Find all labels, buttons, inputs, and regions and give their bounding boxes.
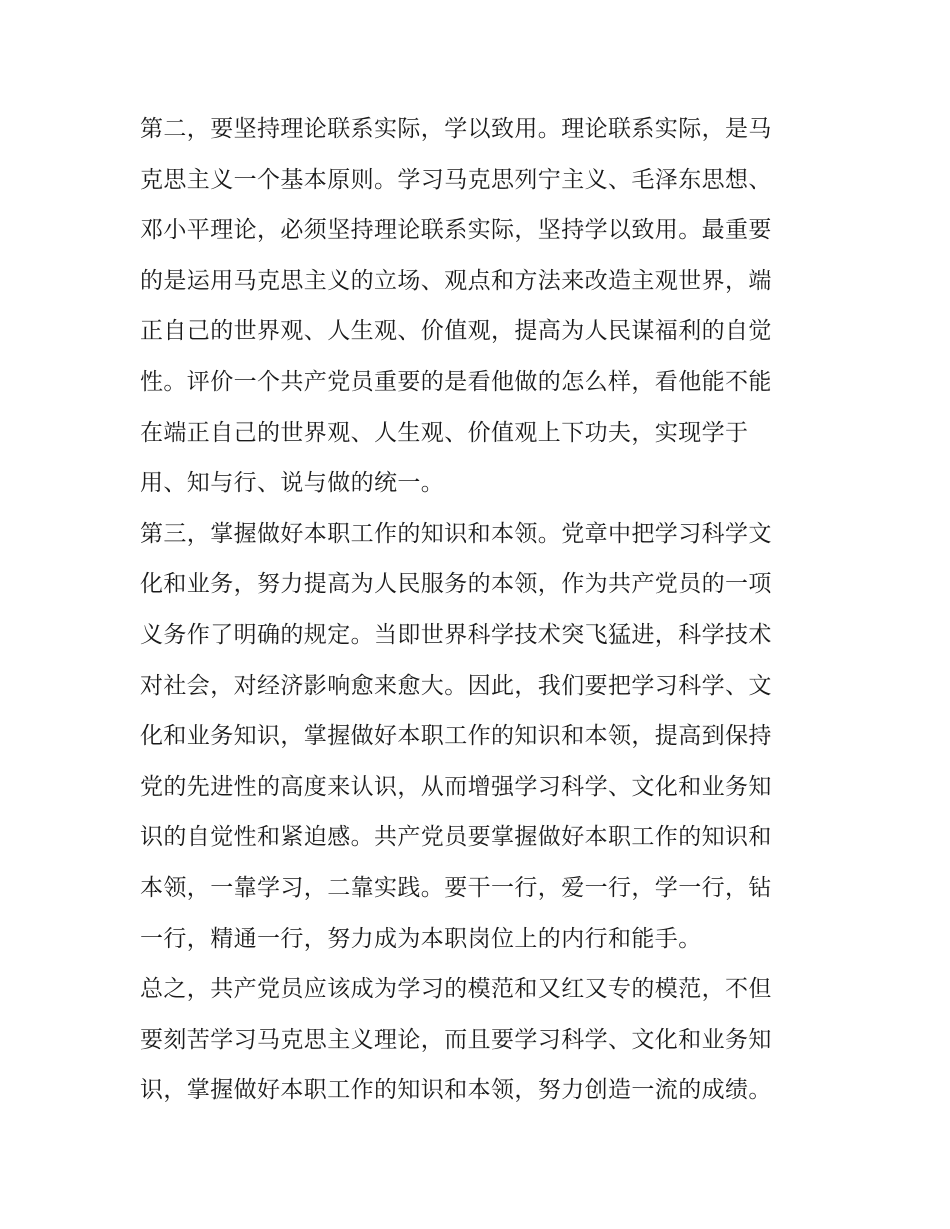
text-line: 总之，共产党员应该成为学习的模范和又红又专的模范，不但 <box>140 976 772 1003</box>
text-line: 化和业务知识，掌握做好本职工作的知识和本领，提高到保持 <box>140 723 772 750</box>
text-line: 邓小平理论，必须坚持理论联系实际，坚持学以致用。最重要 <box>140 217 772 244</box>
text-line: 化和业务，努力提高为人民服务的本领，作为共产党员的一项 <box>140 571 772 598</box>
text-line: 党的先进性的高度来认识，从而增强学习科学、文化和业务知 <box>140 773 772 800</box>
paragraph-third <box>140 509 812 964</box>
text-line: 性。评价一个共产党员重要的是看他做的怎么样，看他能不能 <box>140 368 772 395</box>
paragraph-conclusion <box>140 964 812 1116</box>
text-line: 用、知与行、说与做的统一。 <box>140 470 445 497</box>
text-line: 对社会，对经济影响愈来愈大。因此，我们要把学习科学、文 <box>140 672 772 699</box>
text-line: 克思主义一个基本原则。学习马克思列宁主义、毛泽东思想、 <box>140 166 772 193</box>
text-line: 正自己的世界观、人生观、价值观，提高为人民谋福利的自觉 <box>140 318 772 345</box>
text-line: 第三，掌握做好本职工作的知识和本领。党章中把学习科学文 <box>140 520 772 547</box>
text-line: 要刻苦学习马克思主义理论，而且要学习科学、文化和业务知 <box>140 1026 772 1053</box>
paragraph-second <box>140 104 812 509</box>
text-line: 第二，要坚持理论联系实际，学以致用。理论联系实际，是马 <box>140 116 772 142</box>
text-line: 在端正自己的世界观、人生观、价值观上下功夫，实现学于 <box>140 419 749 446</box>
text-line: 识，掌握做好本职工作的知识和本领，努力创造一流的成绩。 <box>140 1077 772 1104</box>
text-line: 识的自觉性和紧迫感。共产党员要掌握做好本职工作的知识和 <box>140 824 772 851</box>
text-line: 的是运用马克思主义的立场、观点和方法来改造主观世界，端 <box>140 267 772 294</box>
text-line: 本领，一靠学习，二靠实践。要干一行，爱一行，学一行，钻 <box>140 874 772 901</box>
text-line: 义务作了明确的规定。当即世界科学技术突飞猛进，科学技术 <box>140 621 772 648</box>
document-body <box>140 104 812 1116</box>
text-line: 一行，精通一行，努力成为本职岗位上的内行和能手。 <box>140 925 702 952</box>
